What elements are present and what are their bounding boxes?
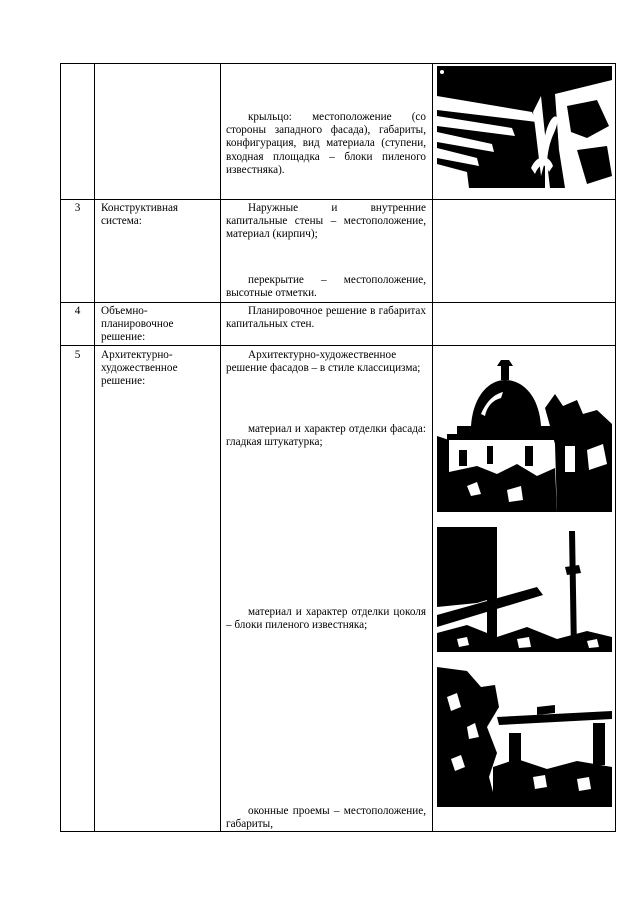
row-number: 5 xyxy=(74,349,81,361)
row-title-line: Конструктивная xyxy=(101,202,179,214)
table-border-top xyxy=(60,63,616,64)
column-divider xyxy=(432,63,433,832)
row-title-line: решение: xyxy=(101,331,146,344)
row-title xyxy=(101,305,219,345)
structural-floor-description xyxy=(226,274,426,300)
plinth-finish-description xyxy=(226,606,426,632)
planning-text: Планировочное решение в габаритах капитальных стен. xyxy=(226,305,426,331)
facade-finish-text: материал и характер отделки фасада: гладкая штукатурка; xyxy=(226,423,426,449)
porch-description-text: крыльцо: местоположение (со стороны западного фасада), габариты, конфигурация, вид материала (ступени, входная площадка – блоки пиленого известняка). xyxy=(226,111,426,176)
window-openings-text: оконные проемы – местоположение, габариты, xyxy=(226,805,426,831)
facade-style-text: Архитектурно-художественное решение фасадов – в стиле классицизма; xyxy=(226,349,421,375)
row-divider xyxy=(60,199,616,200)
table-border-right xyxy=(615,63,616,832)
row-divider xyxy=(60,345,616,346)
row-title-line: планировочное xyxy=(101,318,174,331)
row-title-line: решение: xyxy=(101,375,146,388)
facade-style-description xyxy=(226,349,426,375)
planning-description xyxy=(226,305,426,331)
porch-description xyxy=(226,111,426,177)
row-title-line: Объемно- xyxy=(101,305,148,317)
photo-porch xyxy=(437,66,612,188)
row-divider xyxy=(60,302,616,303)
table-border-left xyxy=(60,63,61,832)
column-divider xyxy=(94,63,95,832)
window-openings-description xyxy=(226,805,426,831)
structural-walls-description xyxy=(226,202,426,242)
column-divider xyxy=(220,63,221,832)
row-number: 3 xyxy=(74,202,81,214)
walls-text: Наружные и внутренние капитальные стены – местоположение, материал (кирпич); xyxy=(226,202,426,241)
facade-finish-description xyxy=(226,423,426,449)
row-title xyxy=(101,202,219,228)
row-title-line: система: xyxy=(101,215,142,228)
row-title xyxy=(101,349,219,389)
photo-dome-facade xyxy=(437,354,612,512)
row-title-line: художественное xyxy=(101,362,178,375)
floor-text: перекрытие – местоположение, высотные отметки. xyxy=(226,274,426,300)
photo-plinth-wall xyxy=(437,527,612,652)
photo-facade-trees xyxy=(437,667,612,807)
plinth-finish-text: материал и характер отделки цоколя – блоки пиленого известняка; xyxy=(226,606,426,632)
row-number: 4 xyxy=(74,305,81,317)
row-title-line: Архитектурно- xyxy=(101,349,173,361)
